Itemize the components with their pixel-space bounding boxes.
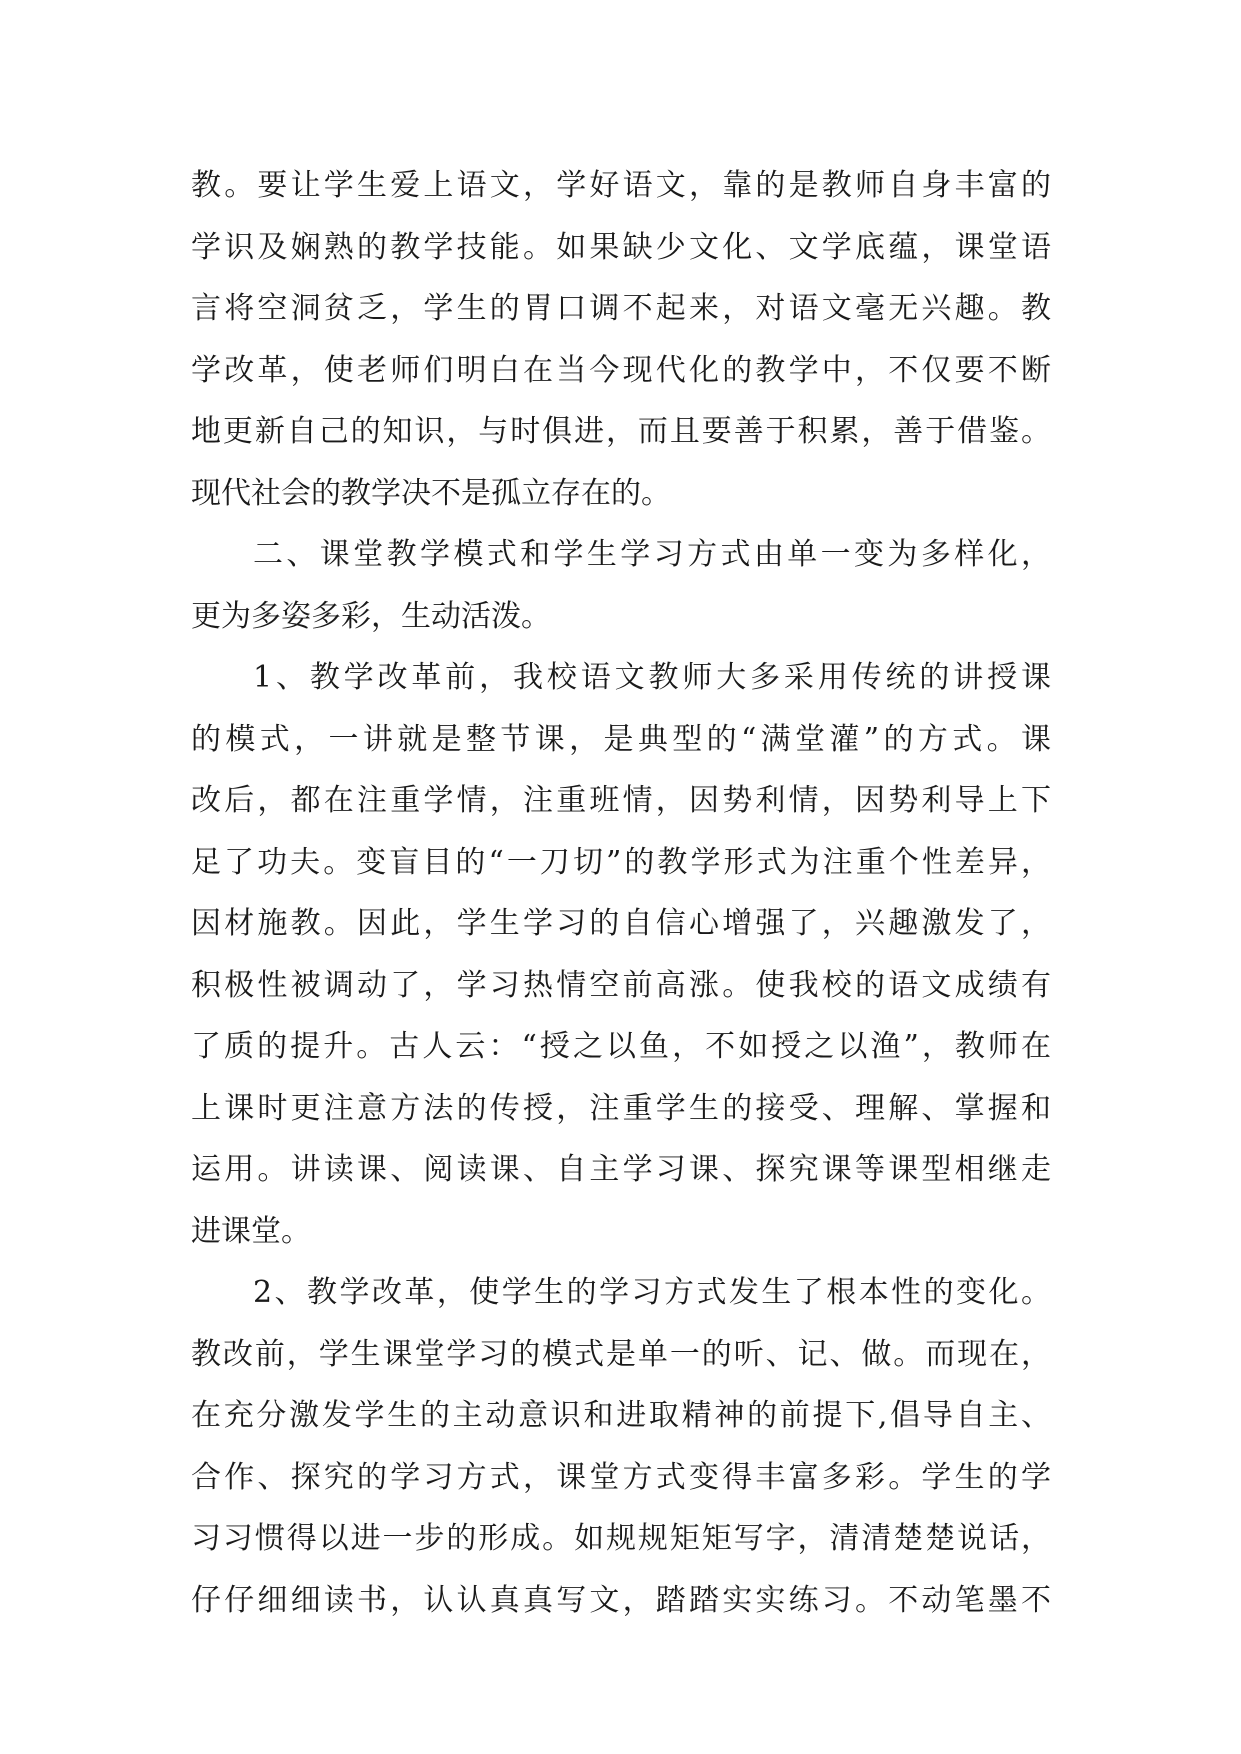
text-line: 言将空洞贫乏，学生的胃口调不起来，对语文毫无兴趣。教 (191, 291, 1051, 326)
text-line: 合作、探究的学习方式，课堂方式变得丰富多彩。学生的学 (191, 1459, 1051, 1495)
section-heading-line: 二、课堂教学模式和学生学习方式由单一变为多样化， (253, 537, 1051, 572)
text-line: 改后，都在注重学情，注重班情，因势利情，因势利导上下 (191, 783, 1051, 818)
document-body (191, 155, 1051, 1631)
text-line: 进课堂。 (191, 1213, 311, 1249)
text-line: 教改前，学生课堂学习的模式是单一的听、记、做。而现在， (191, 1336, 1051, 1372)
text-line: 习习惯得以进一步的形成。如规规矩矩写字，清清楚楚说话， (191, 1521, 1051, 1556)
text-line: 运用。讲读课、阅读课、自主学习课、探究课等课型相继走 (191, 1152, 1051, 1187)
text-line: 教。要让学生爱上语文，学好语文，靠的是教师自身丰富的 (191, 168, 1051, 203)
text-line: 学识及娴熟的教学技能。如果缺少文化、文学底蕴，课堂语 (191, 229, 1051, 265)
text-line: 仔仔细细读书，认认真真写文，踏踏实实练习。不动笔墨不 (191, 1582, 1051, 1618)
text-line: 足了功夫。变盲目的“一刀切”的教学形式为注重个性差异， (191, 844, 1051, 880)
section-heading-line: 更为多姿多彩，生动活泼。 (191, 598, 551, 634)
text-line: 在充分激发学生的主动意识和进取精神的前提下,倡导自主、 (191, 1398, 1051, 1433)
text-line: 地更新自己的知识，与时俱进，而且要善于积累，善于借鉴。 (191, 414, 1051, 449)
text-line: 的模式，一讲就是整节课，是典型的“满堂灌”的方式。课 (191, 721, 1051, 757)
text-line: 上课时更注意方法的传授，注重学生的接受、理解、掌握和 (191, 1090, 1051, 1126)
text-line: 了质的提升。古人云：“授之以鱼，不如授之以渔”，教师在 (191, 1029, 1051, 1064)
text-line: 学改革，使老师们明白在当今现代化的教学中，不仅要不断 (191, 352, 1051, 388)
text-line: 现代社会的教学决不是孤立存在的。 (191, 475, 671, 511)
text-line: 因材施教。因此，学生学习的自信心增强了，兴趣激发了， (191, 906, 1051, 941)
text-line: 2、教学改革，使学生的学习方式发生了根本性的变化。 (253, 1275, 1051, 1310)
text-line: 1、教学改革前，我校语文教师大多采用传统的讲授课 (253, 660, 1051, 695)
text-line: 积极性被调动了，学习热情空前高涨。使我校的语文成绩有 (191, 967, 1051, 1003)
